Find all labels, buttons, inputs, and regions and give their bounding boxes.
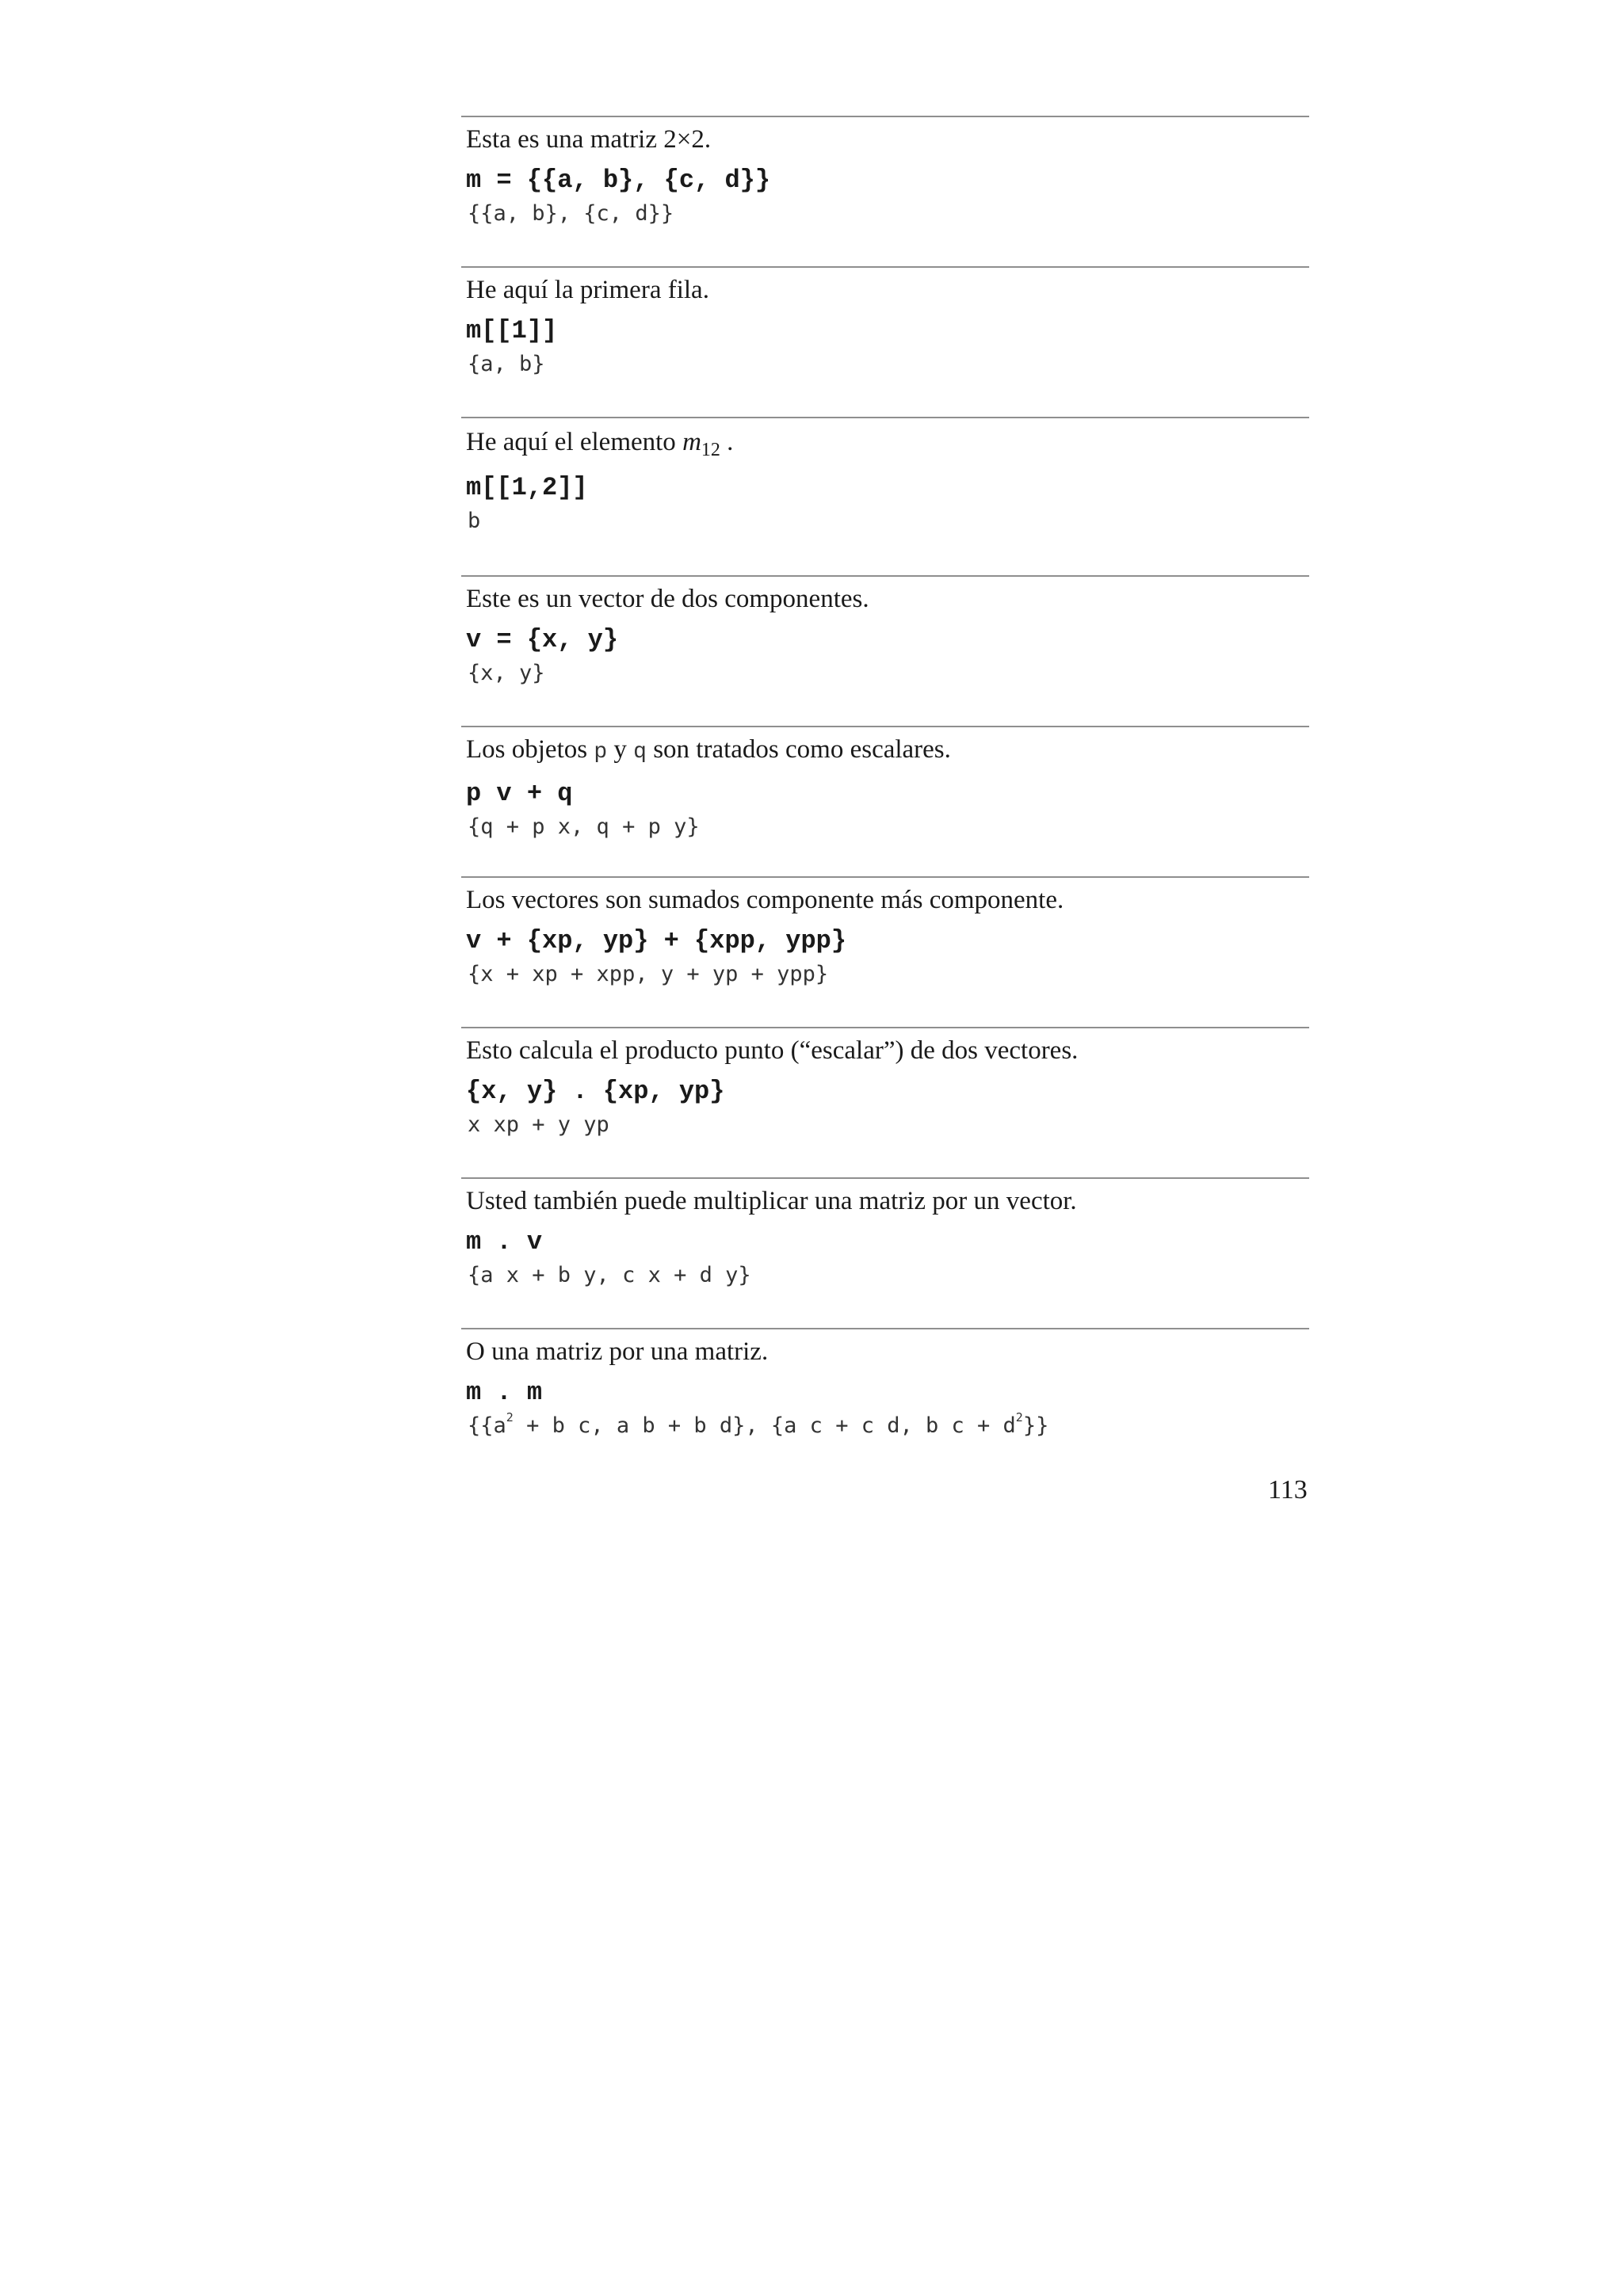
desc-text-c: son tratados como escalares. (646, 735, 951, 764)
output-line (461, 1409, 1309, 1440)
page-number: 113 (1268, 1475, 1308, 1505)
math-variable: m (682, 428, 701, 456)
exponent: 2 (506, 1410, 514, 1425)
cell-description: Esta es una matriz 2×2. (466, 125, 712, 154)
output-line: x xp + y yp (468, 1112, 609, 1137)
input-line[interactable]: m . v (466, 1227, 543, 1257)
output-line: {q + p x, q + p y} (468, 814, 700, 839)
desc-text-pre: He aquí el elemento (466, 428, 683, 456)
output-part: }} (1022, 1413, 1049, 1438)
cell-first-row (461, 266, 1309, 417)
output-line: {x + xp + xpp, y + yp + ypp} (468, 962, 829, 986)
cell-vector-definition (461, 575, 1309, 726)
cell-matrix-matrix (461, 1328, 1309, 1478)
desc-text-post: . (720, 428, 734, 456)
cell-description (461, 418, 1309, 458)
cell-description: He aquí la primera fila. (466, 276, 709, 304)
cell-scalars (461, 726, 1309, 876)
input-line[interactable]: {x, y} . {xp, yp} (466, 1077, 725, 1106)
cell-vector-sum (461, 876, 1309, 1027)
input-line[interactable]: v + {xp, yp} + {xpp, ypp} (466, 926, 847, 955)
cell-description: Este es un vector de dos componentes. (466, 585, 869, 613)
cell-element-m12 (461, 417, 1309, 575)
notebook-page (461, 116, 1309, 1478)
output-part: + b c, a b + b d}, {a c + c d, b c + d (513, 1413, 1016, 1438)
cell-description: Esto calcula el producto punto (“escalar”) de dos vectores. (466, 1036, 1079, 1065)
cell-dot-product (461, 1027, 1309, 1177)
exponent: 2 (1015, 1410, 1023, 1425)
output-line: {a, b} (468, 352, 545, 376)
cell-matrix-vector (461, 1177, 1309, 1328)
output-line: {x, y} (468, 661, 545, 685)
cell-description: Usted también puede multiplicar una matriz por un vector. (466, 1187, 1077, 1215)
cell-description: O una matriz por una matriz. (466, 1337, 769, 1366)
input-line[interactable]: p v + q (466, 779, 573, 808)
input-line[interactable]: m[[1]] (466, 316, 558, 345)
desc-text-a: Los objetos (466, 735, 594, 764)
inline-code-q: q (633, 740, 647, 765)
output-line: {{a, b}, {c, d}} (468, 201, 674, 226)
math-subscript: 12 (701, 440, 720, 460)
cell-description: Los vectores son sumados componente más componente. (466, 886, 1064, 914)
cell-description (461, 727, 1309, 769)
input-line[interactable]: m . m (466, 1378, 543, 1407)
output-line: {a x + b y, c x + d y} (468, 1263, 751, 1287)
input-line[interactable]: v = {x, y} (466, 625, 619, 654)
input-line[interactable]: m = {{a, b}, {c, d}} (466, 166, 771, 195)
cell-matrix-definition (461, 116, 1309, 266)
input-line[interactable]: m[[1,2]] (466, 473, 588, 502)
output-line: b (468, 509, 481, 533)
inline-code-p: p (594, 740, 608, 765)
output-part: {{a (468, 1413, 506, 1438)
desc-text-b: y (607, 735, 634, 764)
